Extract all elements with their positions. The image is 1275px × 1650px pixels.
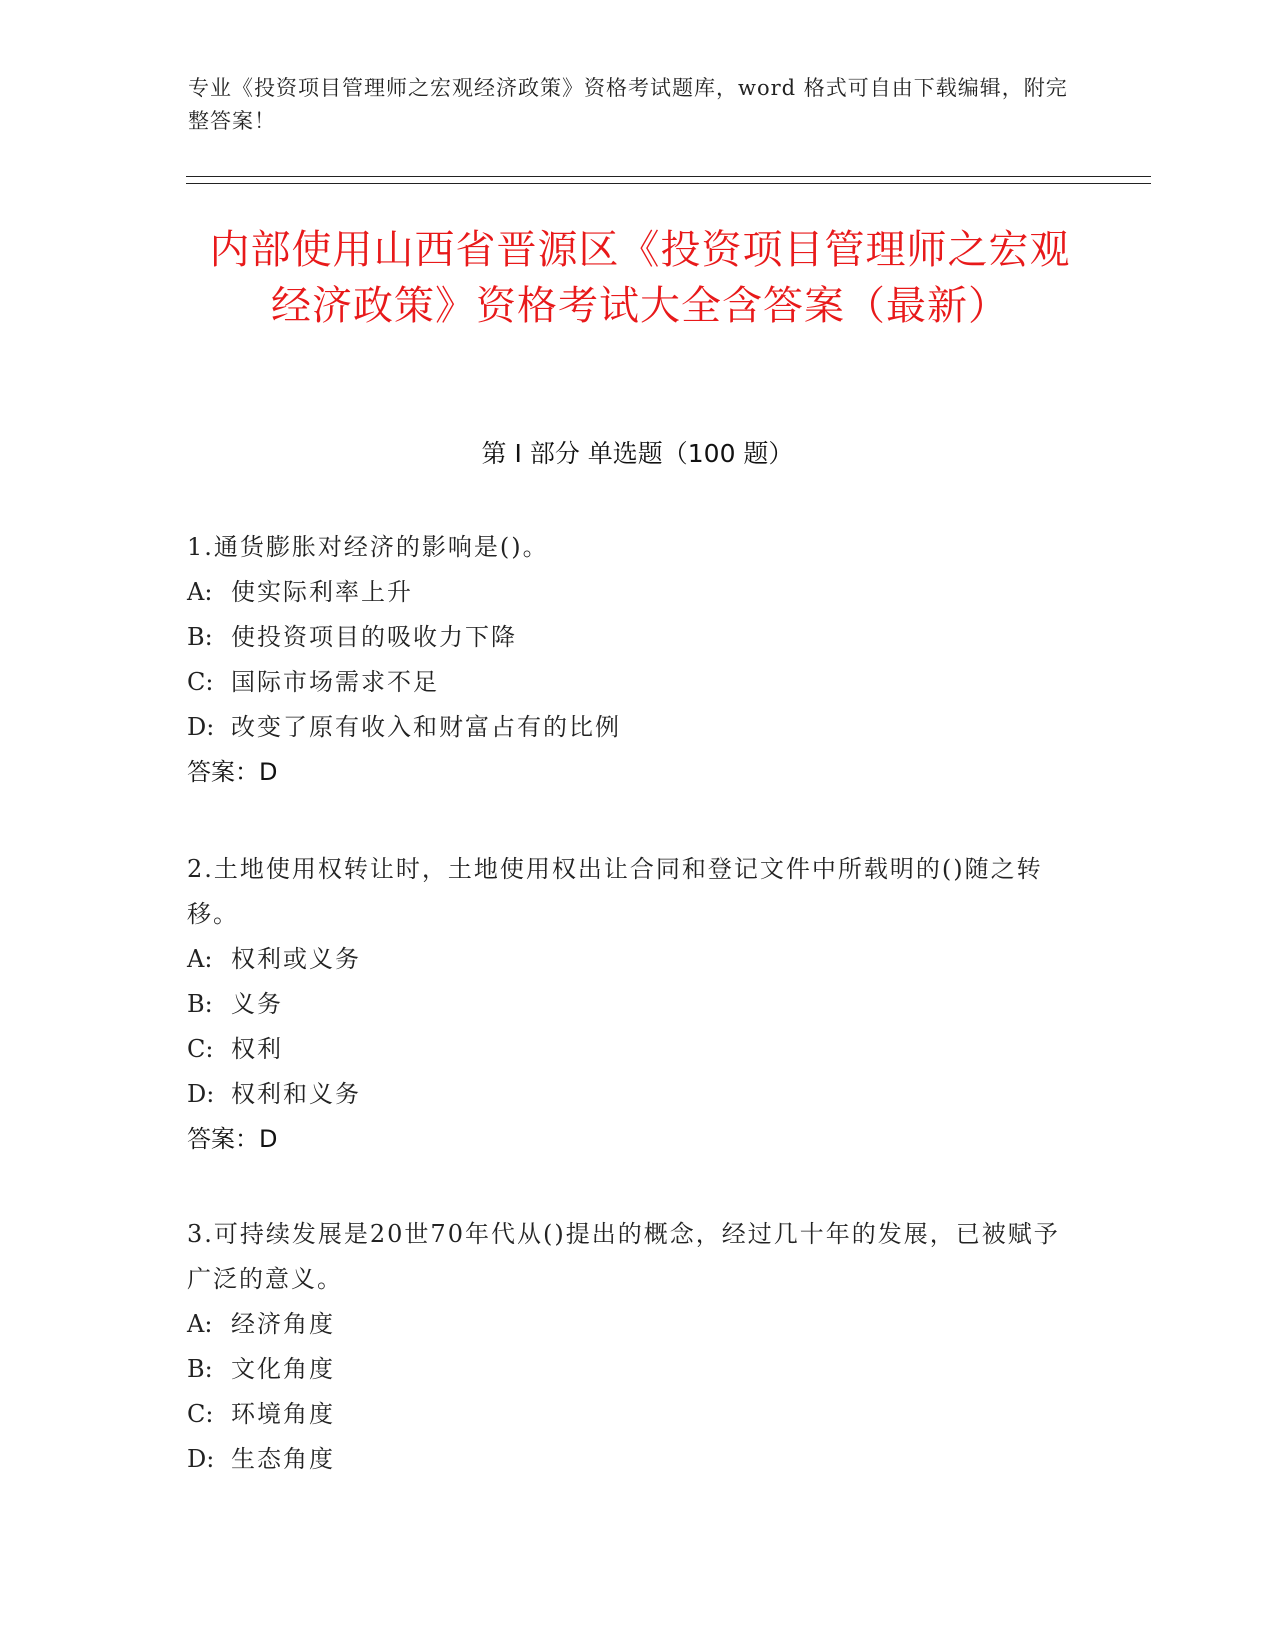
option-text: 权利 [231, 1035, 283, 1063]
answer-line: 答案：D [187, 758, 278, 786]
option-d [187, 705, 1067, 750]
document-title: 内部使用山西省晋源区《投资项目管理师之宏观经济政策》资格考试大全含答案（最新） [209, 227, 1071, 329]
option-a [187, 570, 1067, 615]
option-key: B: [187, 1355, 213, 1383]
option-d [187, 1072, 1067, 1117]
option-a [187, 1302, 1067, 1347]
option-c [187, 1027, 1067, 1072]
option-key: C: [187, 668, 214, 696]
option-a [187, 937, 1067, 982]
option-text: 生态角度 [231, 1445, 335, 1473]
option-key: B: [187, 990, 213, 1018]
question-stem: 3.可持续发展是20世70年代从()提出的概念，经过几十年的发展，已被赋予广泛的意义。 [187, 1220, 1060, 1293]
option-c [187, 660, 1067, 705]
question-1 [187, 525, 1067, 795]
option-key: D: [187, 1445, 215, 1473]
option-key: C: [187, 1035, 214, 1063]
option-text: 使实际利率上升 [231, 578, 413, 606]
header-rule-bottom [186, 183, 1151, 184]
option-key: A: [187, 1310, 213, 1338]
option-text: 权利和义务 [231, 1080, 361, 1108]
question-3 [187, 1212, 1067, 1482]
question-stem: 2.土地使用权转让时，土地使用权出让合同和登记文件中所载明的()随之转移。 [187, 855, 1043, 928]
option-text: 国际市场需求不足 [231, 668, 439, 696]
option-key: A: [187, 578, 213, 606]
option-key: A: [187, 945, 213, 973]
option-text: 权利或义务 [231, 945, 361, 973]
option-text: 义务 [231, 990, 283, 1018]
header-rule-top [186, 176, 1151, 177]
option-key: D: [187, 713, 215, 741]
option-b [187, 615, 1067, 660]
question-2 [187, 847, 1067, 1162]
option-key: C: [187, 1400, 214, 1428]
option-key: B: [187, 623, 213, 651]
option-text: 经济角度 [231, 1310, 335, 1338]
option-b [187, 1347, 1067, 1392]
question-stem: 1.通货膨胀对经济的影响是()。 [187, 533, 549, 561]
option-text: 文化角度 [231, 1355, 335, 1383]
header-note: 专业《投资项目管理师之宏观经济政策》资格考试题库，word 格式可自由下载编辑，附完整答案！ [188, 76, 1068, 133]
option-text: 使投资项目的吸收力下降 [231, 623, 517, 651]
option-key: D: [187, 1080, 215, 1108]
option-c [187, 1392, 1067, 1437]
answer-line: 答案：D [187, 1125, 278, 1153]
option-text: 改变了原有收入和财富占有的比例 [231, 713, 621, 741]
section-heading: 第 I 部分 单选题（100 题） [481, 439, 794, 468]
option-d [187, 1437, 1067, 1482]
option-text: 环境角度 [231, 1400, 335, 1428]
option-b [187, 982, 1067, 1027]
